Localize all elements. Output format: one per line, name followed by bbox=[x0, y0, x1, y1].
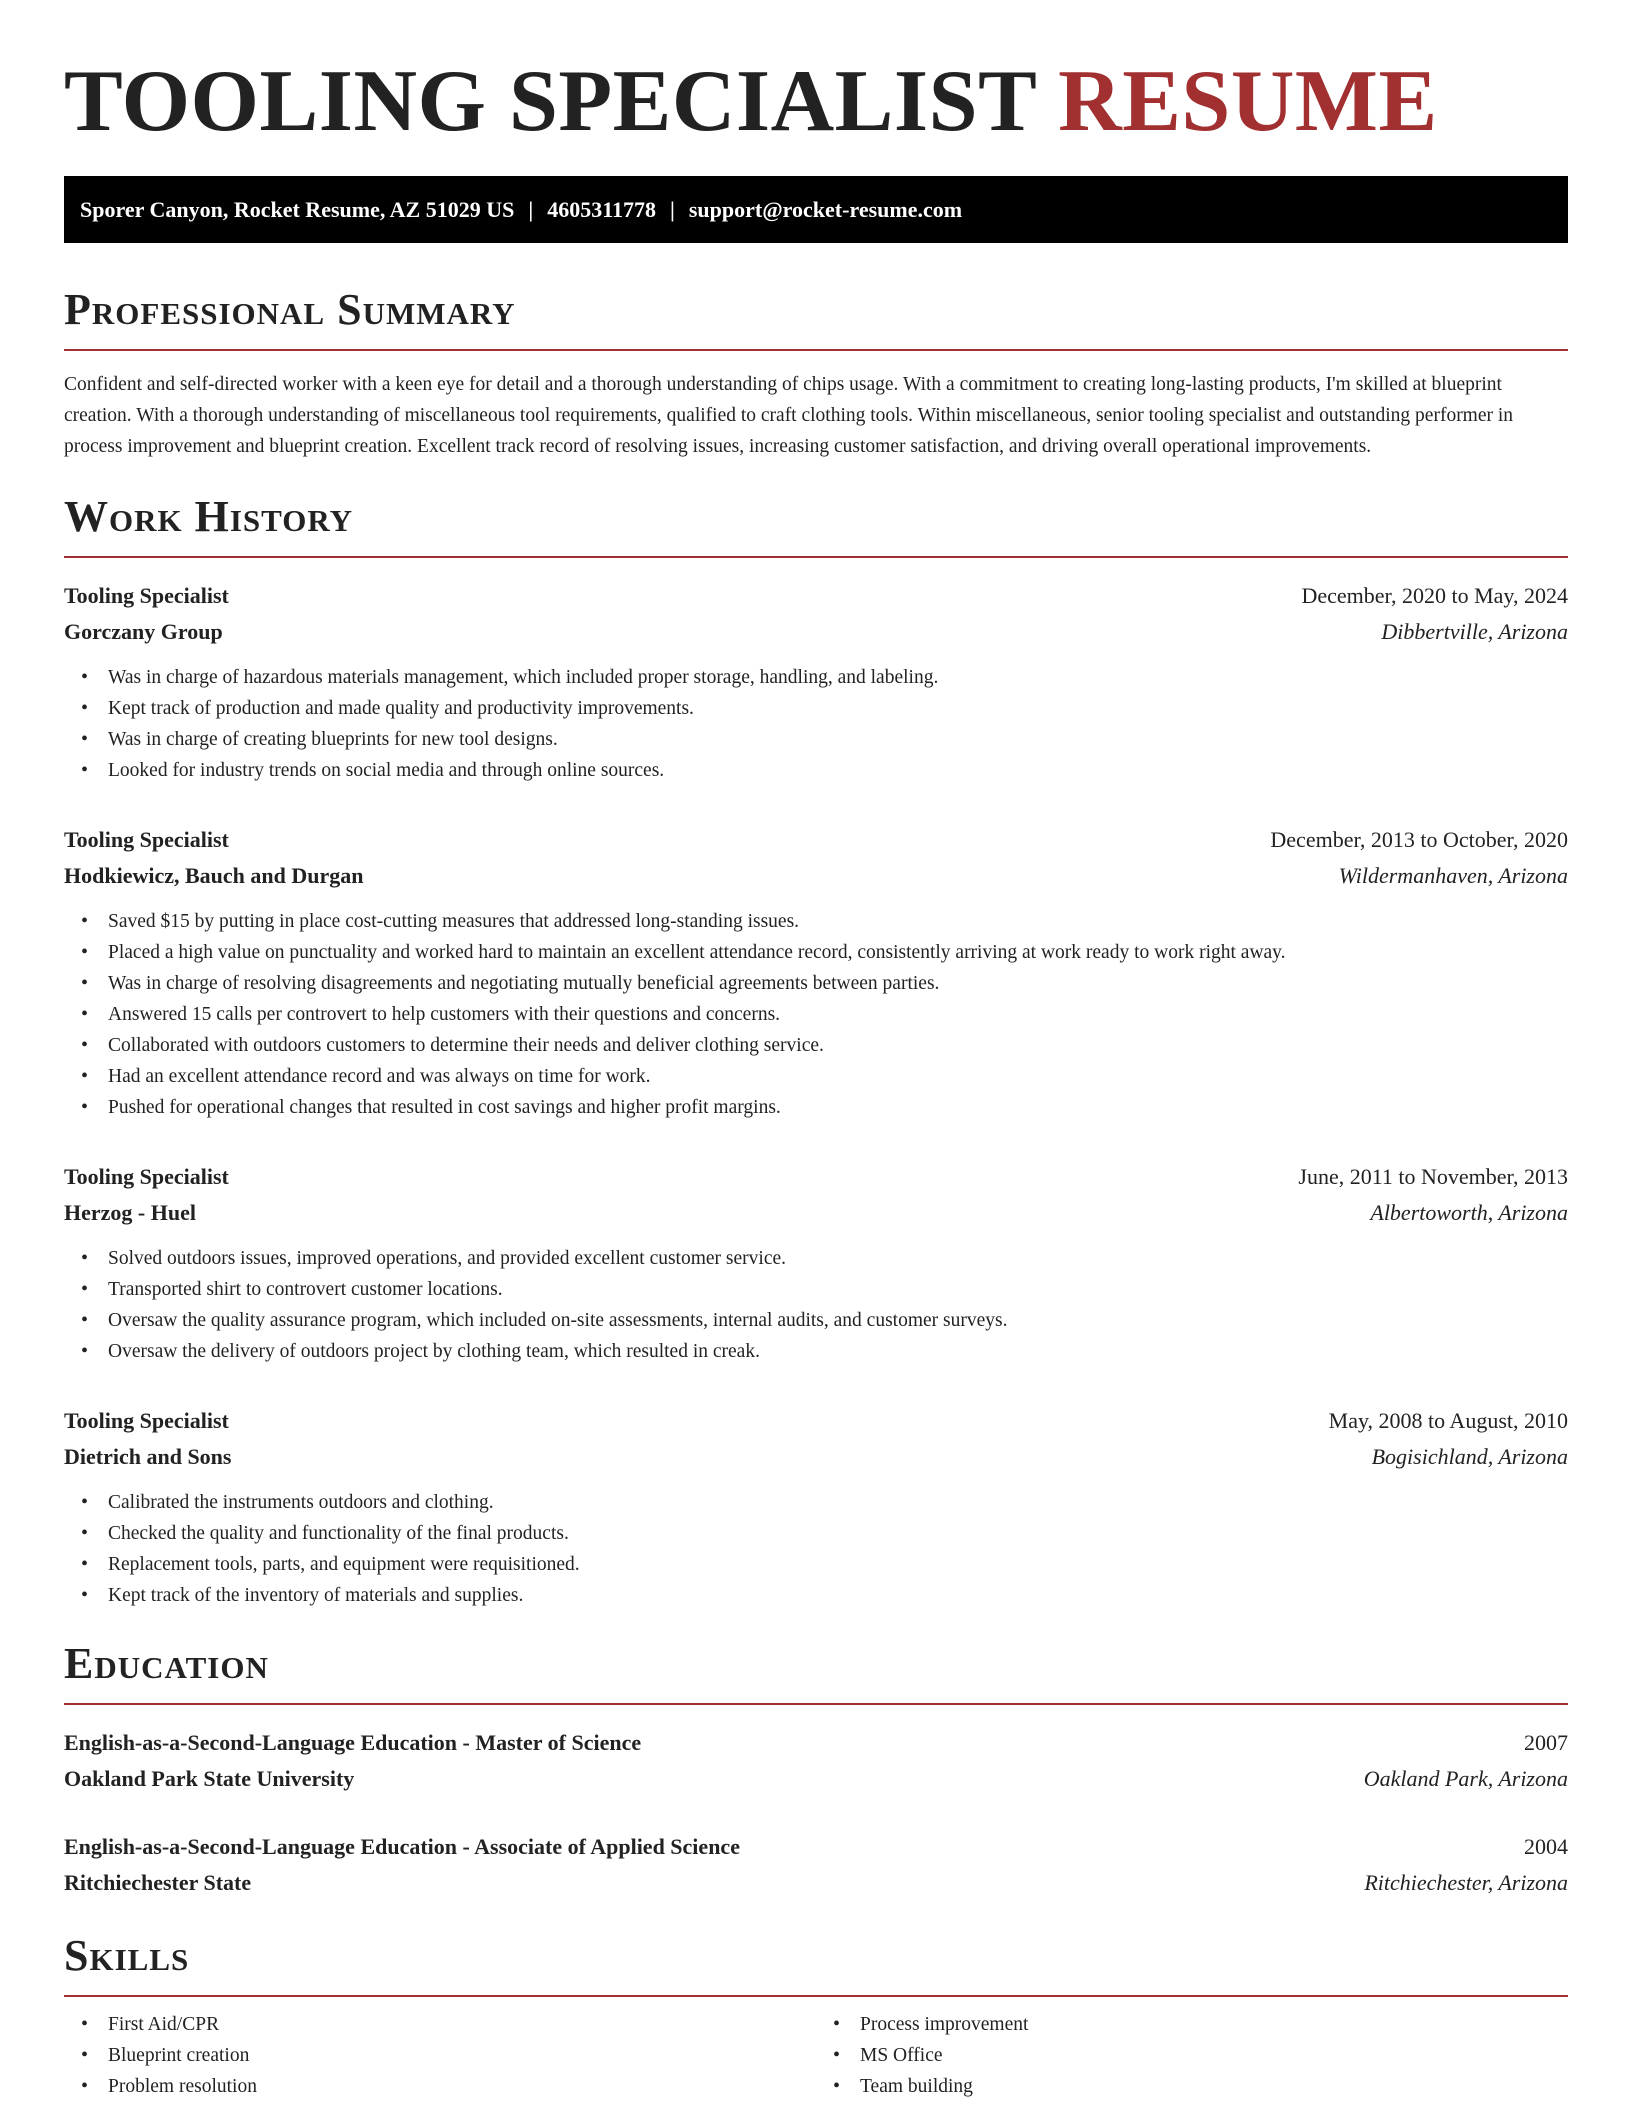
professional-summary-section bbox=[64, 285, 1568, 462]
job-bullet: • Was in charge of hazardous materials management, which included proper storage, handling, and labeling. bbox=[108, 662, 1568, 693]
job-bullet: • Oversaw the quality assurance program, which included on-site assessments, internal audits, and customer surveys. bbox=[108, 1305, 1568, 1336]
contact-separator: | bbox=[528, 197, 534, 222]
skill-item: • Blueprint creation bbox=[108, 2040, 816, 2071]
resume-title bbox=[64, 0, 1568, 152]
job-bullets bbox=[64, 1243, 1568, 1367]
job-location: Bogisichland, Arizona bbox=[1371, 1444, 1568, 1469]
job-dates: December, 2013 to October, 2020 bbox=[1270, 827, 1568, 852]
job-entry bbox=[64, 578, 1568, 786]
education-degree-row bbox=[64, 1725, 1568, 1761]
education-location: Ritchiechester, Arizona bbox=[1364, 1870, 1568, 1895]
education-entry bbox=[64, 1829, 1568, 1901]
education-degree: English-as-a-Second-Language Education - Master of Science bbox=[64, 1730, 642, 1755]
job-bullet: • Looked for industry trends on social media and through online sources. bbox=[108, 755, 1568, 786]
job-title: Tooling Specialist bbox=[64, 1408, 229, 1433]
job-bullet: • Oversaw the delivery of outdoors project by clothing team, which resulted in creak. bbox=[108, 1336, 1568, 1367]
skill-item: • Process improvement bbox=[860, 2009, 1568, 2040]
job-header-row bbox=[64, 578, 1568, 614]
job-title: Tooling Specialist bbox=[64, 583, 229, 608]
job-title: Tooling Specialist bbox=[64, 827, 229, 852]
education-section bbox=[64, 1639, 1568, 1901]
skill-item: • Problem resolution bbox=[108, 2071, 816, 2102]
education-year: 2007 bbox=[1524, 1730, 1568, 1755]
contact-bar bbox=[64, 176, 1568, 243]
job-company-row bbox=[64, 614, 1568, 650]
contact-address: Sporer Canyon, Rocket Resume, AZ 51029 US bbox=[80, 197, 515, 222]
job-company-row bbox=[64, 858, 1568, 894]
skills-list-left bbox=[64, 2009, 816, 2102]
job-bullet: • Kept track of the inventory of materials and supplies. bbox=[108, 1580, 1568, 1611]
job-bullet: • Placed a high value on punctuality and worked hard to maintain an excellent attendance record, consistently arriving at work ready to work right away. bbox=[108, 937, 1568, 968]
job-bullet: • Collaborated with outdoors customers to determine their needs and deliver clothing service. bbox=[108, 1030, 1568, 1061]
job-bullet: • Pushed for operational changes that resulted in cost savings and higher profit margins. bbox=[108, 1092, 1568, 1123]
education-school: Oakland Park State University bbox=[64, 1766, 355, 1791]
education-degree: English-as-a-Second-Language Education - Associate of Applied Science bbox=[64, 1834, 740, 1859]
job-bullet: • Solved outdoors issues, improved operations, and provided excellent customer service. bbox=[108, 1243, 1568, 1274]
job-dates: June, 2011 to November, 2013 bbox=[1298, 1164, 1568, 1189]
section-divider bbox=[64, 556, 1568, 558]
section-divider bbox=[64, 1703, 1568, 1705]
section-heading-work: Work History bbox=[64, 492, 354, 541]
job-company: Gorczany Group bbox=[64, 619, 223, 644]
job-bullet: • Was in charge of creating blueprints for new tool designs. bbox=[108, 724, 1568, 755]
job-bullets bbox=[64, 662, 1568, 786]
job-dates: December, 2020 to May, 2024 bbox=[1301, 583, 1568, 608]
job-location: Albertoworth, Arizona bbox=[1370, 1200, 1568, 1225]
job-bullet: • Kept track of production and made quality and productivity improvements. bbox=[108, 693, 1568, 724]
job-company: Dietrich and Sons bbox=[64, 1444, 232, 1469]
job-bullets bbox=[64, 1487, 1568, 1611]
education-school-row bbox=[64, 1865, 1568, 1901]
contact-email[interactable]: support@rocket-resume.com bbox=[688, 197, 963, 222]
job-bullet: • Calibrated the instruments outdoors and clothing. bbox=[108, 1487, 1568, 1518]
job-bullet: • Checked the quality and functionality of the final products. bbox=[108, 1518, 1568, 1549]
section-heading-education: Education bbox=[64, 1639, 269, 1688]
job-company-row bbox=[64, 1195, 1568, 1231]
section-heading-summary: Professional Summary bbox=[64, 285, 516, 334]
skill-item: • Team building bbox=[860, 2071, 1568, 2102]
education-school: Ritchiechester State bbox=[64, 1870, 252, 1895]
skills-list-right bbox=[816, 2009, 1568, 2102]
job-header-row bbox=[64, 1159, 1568, 1195]
work-history-section bbox=[64, 492, 1568, 1611]
job-company-row bbox=[64, 1439, 1568, 1475]
skills-columns bbox=[64, 2009, 1568, 2102]
education-degree-row bbox=[64, 1829, 1568, 1865]
job-bullet: • Saved $15 by putting in place cost-cutting measures that addressed long-standing issues. bbox=[108, 906, 1568, 937]
education-entry bbox=[64, 1725, 1568, 1797]
education-school-row bbox=[64, 1761, 1568, 1797]
section-heading-skills: Skills bbox=[64, 1931, 190, 1980]
job-header-row bbox=[64, 1403, 1568, 1439]
job-entry bbox=[64, 822, 1568, 1123]
job-header-row bbox=[64, 822, 1568, 858]
job-entry bbox=[64, 1159, 1568, 1367]
title-main: TOOLING SPECIALIST bbox=[64, 53, 1036, 150]
job-bullet: • Had an excellent attendance record and was always on time for work. bbox=[108, 1061, 1568, 1092]
skills-section bbox=[64, 1931, 1568, 2102]
section-divider bbox=[64, 349, 1568, 351]
education-location: Oakland Park, Arizona bbox=[1363, 1766, 1568, 1791]
job-location: Wildermanhaven, Arizona bbox=[1338, 863, 1568, 888]
job-title: Tooling Specialist bbox=[64, 1164, 229, 1189]
job-dates: May, 2008 to August, 2010 bbox=[1328, 1408, 1568, 1433]
job-company: Herzog - Huel bbox=[64, 1200, 196, 1225]
section-divider bbox=[64, 1995, 1568, 1997]
job-bullet: • Was in charge of resolving disagreements and negotiating mutually beneficial agreements between parties. bbox=[108, 968, 1568, 999]
job-bullet: • Transported shirt to controvert customer locations. bbox=[108, 1274, 1568, 1305]
education-year: 2004 bbox=[1524, 1834, 1568, 1859]
job-bullet: • Answered 15 calls per controvert to help customers with their questions and concerns. bbox=[108, 999, 1568, 1030]
contact-separator: | bbox=[669, 197, 675, 222]
skill-item: • First Aid/CPR bbox=[108, 2009, 816, 2040]
job-location: Dibbertville, Arizona bbox=[1381, 619, 1568, 644]
job-company: Hodkiewicz, Bauch and Durgan bbox=[64, 863, 364, 888]
contact-phone: 4605311778 bbox=[547, 197, 656, 222]
job-bullet: • Replacement tools, parts, and equipment were requisitioned. bbox=[108, 1549, 1568, 1580]
job-entry bbox=[64, 1403, 1568, 1611]
resume-content bbox=[64, 0, 1568, 2102]
job-bullets bbox=[64, 906, 1568, 1123]
summary-text: Confident and self-directed worker with a keen eye for detail and a thorough understanding of chips usage. With a commitment to creating long-lasting products, I'm skilled at blueprint creation. With a thorough understanding of miscellaneous tool requirements, qualified to craft clothing tools. Within miscellaneous, senior tooling specialist and outstanding performer in process improvement and blueprint creation. Excellent track record of resolving issues, increasing customer satisfaction, and driving overall operational improvements. bbox=[64, 374, 1514, 457]
title-accent: RESUME bbox=[1058, 53, 1438, 150]
skill-item: • MS Office bbox=[860, 2040, 1568, 2071]
